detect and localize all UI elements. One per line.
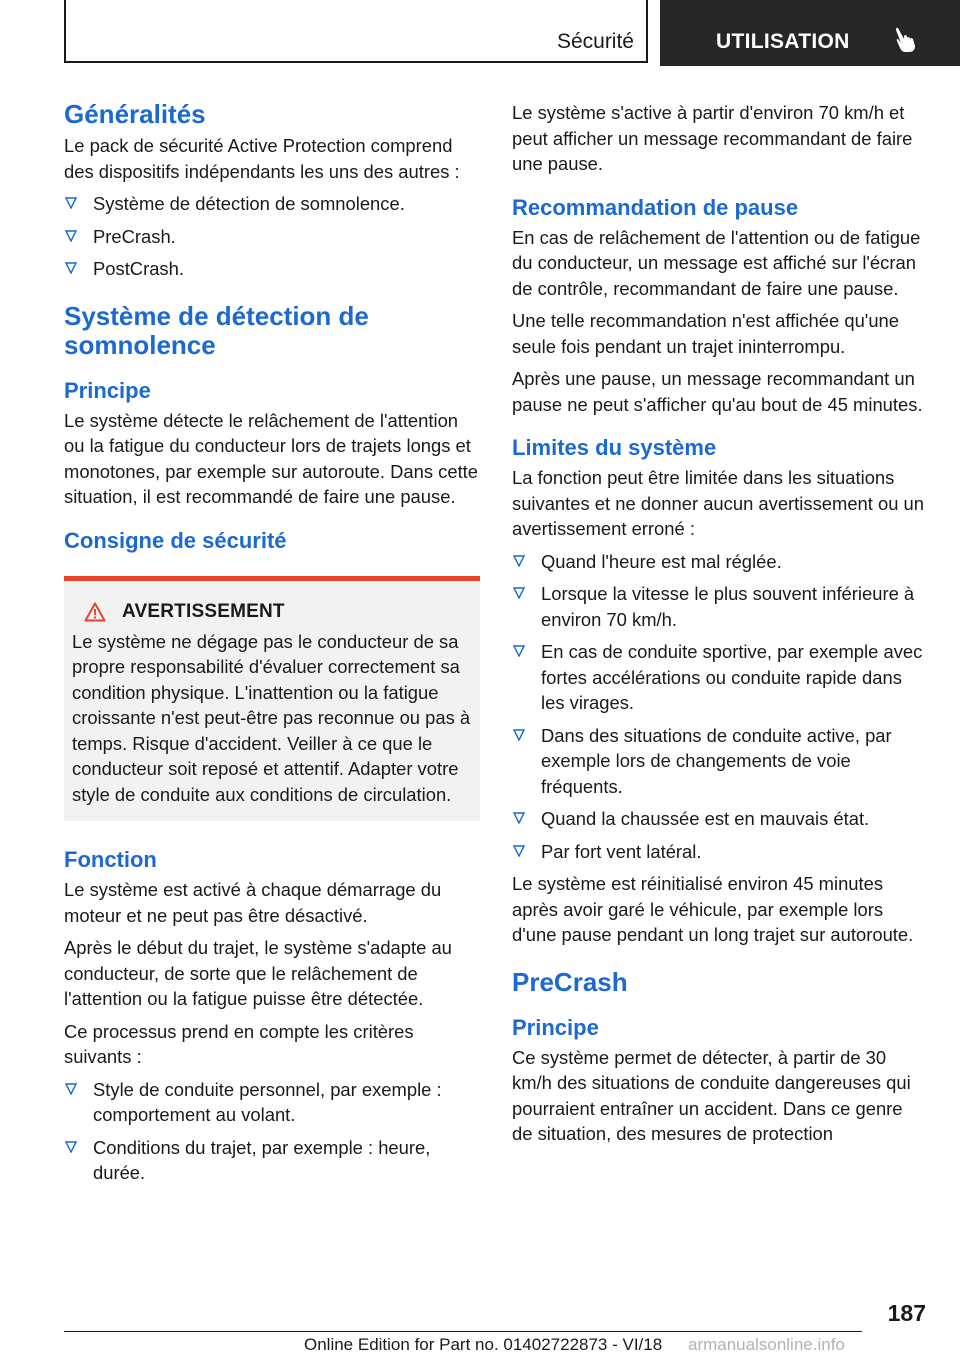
list-item [64,191,480,217]
left-column [64,100,480,1193]
reco-text-3: Après une pause, un message recommandant un pause ne peut s'afficher qu'au bout de 45 minutes. [512,368,923,415]
list-item-text: Lorsque la vitesse le plus souvent inférieure à environ 70 km/h. [541,583,915,630]
generalites-text: Le pack de sécurité Active Protection comprend des dispositifs indépendants les uns des autres : [64,135,460,182]
triangle-bullet-icon [65,1083,77,1095]
principe-text: Le système détecte le relâchement de l'attention ou la fatigue du conducteur lors de trajets longs et monotones, par exemple sur autoroute. Dans cette situation, il est recommandé de faire une pause. [64,409,479,507]
warning-triangle-icon [84,602,106,622]
list-item [64,224,480,250]
list-item [64,1077,480,1128]
limites-text: La fonction peut être limitée dans les situations suivantes et ne donner aucun avertissement ou un avertissement erroné : [512,467,925,539]
triangle-bullet-icon [513,645,525,657]
triangle-bullet-icon [65,1141,77,1153]
list-item [512,639,928,716]
list-item-text: Conditions du trajet, par exemple : heure, durée. [93,1136,431,1183]
list-item [64,1135,480,1186]
triangle-bullet-icon [513,812,525,824]
section-label: Sécurité [556,30,634,53]
list-item-text: Style de conduite personnel, par exemple : comportement au volant. [93,1078,442,1125]
watermark: armanualsonline.info [688,1335,845,1354]
intro-text: Le système s'active à partir d'environ 70 km/h et peut afficher un message recommandant de faire une pause. [512,102,913,174]
list-item-text: PostCrash. [93,258,184,279]
consigne-heading: Consigne de sécurité [64,527,287,553]
fonction-text-2: Après le début du trajet, le système s'adapte au conducteur, de sorte que le relâchement de l'attention ou la fatigue puisse être détectée. [64,937,452,1009]
list-item [64,256,480,282]
list-item-text: Quand l'heure est mal réglée. [541,550,782,572]
warning-title-row [72,601,472,623]
triangle-bullet-icon [513,845,525,857]
generalites-heading: Généralités [64,99,206,129]
triangle-bullet-icon [513,729,525,741]
warning-text: Le système ne dégage pas le conducteur de sa propre responsabilité d'évaluer correctement sa condition physique. L'inattention ou la fatigue croissante n'est peut-être pas reconnue ou pas à temps. Risque d'accident. Veiller à ce que le conducteur soit reposé et attentif. Adapter votre style de conduite aux conditions de circulation. [72,630,471,805]
warning-box [64,576,480,822]
list-item [512,723,928,800]
fonction-text-1: Le système est activé à chaque démarrage du moteur et ne peut pas être désactivé. [64,879,442,926]
list-item-text: Dans des situations de conduite active, par exemple lors de changements de voie fréquents. [541,724,892,797]
precrash-text: Ce système permet de détecter, à partir de 30 km/h des situations de conduite dangereuses qui pourraient entraîner un accident. Dans ce genre de situation, des mesures de protection [512,1046,911,1144]
limites-heading: Limites du système [512,435,717,460]
triangle-bullet-icon [65,230,77,242]
reco-text-1: En cas de relâchement de l'attention ou de fatigue du conducteur, un message est affiché sur l'écran de contrôle, recommandant de faire une pause. [512,226,921,299]
section-tab [64,0,648,63]
triangle-bullet-icon [65,197,77,209]
triangle-bullet-icon [65,262,77,274]
chapter-tab [660,0,960,66]
precrash-heading: PreCrash [512,966,628,997]
list-item [512,549,928,575]
principe-heading: Principe [64,377,151,403]
list-item-text: Système de détection de somnolence. [93,193,405,214]
sds-heading: Système de détection de somnolence [64,300,369,360]
list-item [512,806,928,832]
list-item [512,581,928,632]
footer-divider [64,1331,862,1332]
list-item-text: En cas de conduite sportive, par exemple avec fortes accélérations ou conduite rapide dans les virages. [541,641,923,713]
generalites-list [64,191,480,282]
list-item-text: Par fort vent latéral. [541,840,702,862]
precrash-principe-heading: Principe [512,1014,599,1040]
list-item-text: PreCrash. [93,225,176,247]
list-item [512,839,928,865]
page-number: 187 [887,1300,926,1326]
triangle-bullet-icon [513,555,525,567]
right-column [512,100,928,1154]
reco-text-2: Une telle recommandation n'est affichée qu'une seule fois pendant un trajet ininterrompu. [512,310,900,357]
page-header [0,0,960,66]
edition-text: Online Edition for Part no. 01402722873 - VI/18 [304,1335,663,1354]
fonction-text-3: Ce processus prend en compte les critères suivants : [64,1020,414,1067]
list-item-text: Quand la chaussée est en mauvais état. [541,808,870,829]
reco-heading: Recommandation de pause [512,194,799,220]
limites-list [512,549,928,865]
reset-text: Le système est réinitialisé environ 45 minutes après avoir garé le véhicule, par exemple lors d'une pause pendant un long trajet sur autoroute. [512,873,914,945]
fonction-heading: Fonction [64,847,157,872]
triangle-bullet-icon [513,587,525,599]
warning-title: AVERTISSEMENT [122,600,285,622]
fonction-list [64,1077,480,1186]
chapter-label: UTILISATION [716,30,850,53]
pointing-hand-icon [894,26,920,54]
